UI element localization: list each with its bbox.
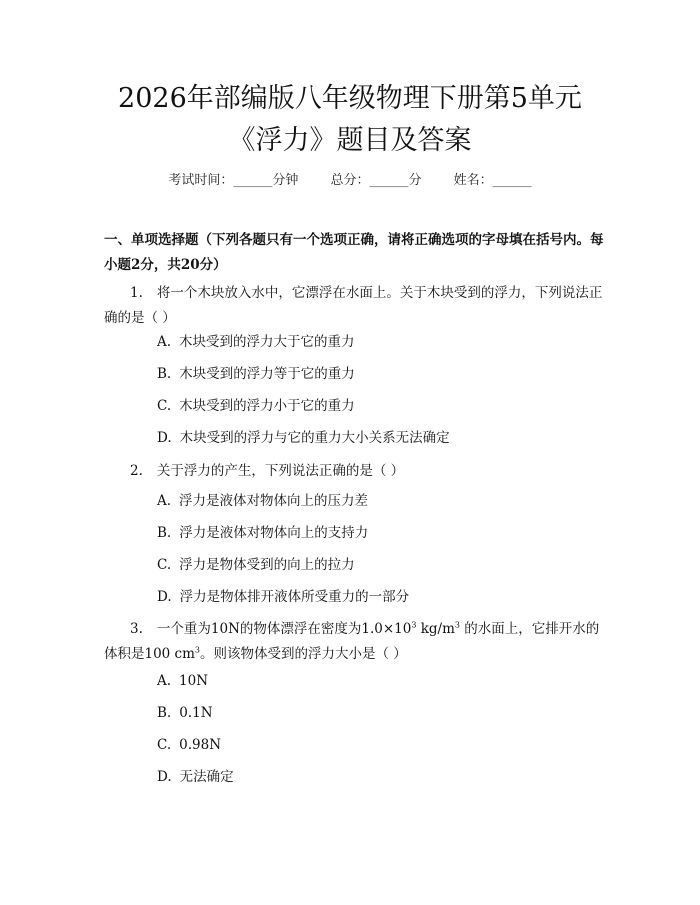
option-text: 浮力是液体对物体向上的支持力 <box>179 525 369 541</box>
document-title: 2026年部编版八年级物理下册第5单元《浮力》题目及答案 <box>118 83 582 156</box>
option-text: 浮力是物体受到的向上的拉力 <box>179 557 355 573</box>
option-2d <box>157 587 597 607</box>
option-letter: A. <box>157 334 172 350</box>
question-2 <box>104 459 604 484</box>
student-name: 姓名：______ <box>453 173 532 188</box>
option-3b <box>157 703 597 723</box>
question-1 <box>104 281 604 331</box>
option-text: 木块受到的浮力小于它的重力 <box>179 398 355 414</box>
superscript: 3 <box>411 620 417 630</box>
question-stem: 关于浮力的产生，下列说法正确的是（ ） <box>156 463 405 479</box>
option-text: 木块受到的浮力等于它的重力 <box>179 366 355 382</box>
option-letter: C. <box>157 398 172 414</box>
option-letter: C. <box>157 557 172 573</box>
option-text: 浮力是液体对物体向上的压力差 <box>179 493 369 509</box>
option-letter: B. <box>157 525 172 541</box>
option-letter: A. <box>157 673 172 689</box>
superscript: 3 <box>194 645 201 655</box>
option-letter: D. <box>157 430 172 446</box>
option-text: 木块受到的浮力与它的重力大小关系无法确定 <box>179 430 450 446</box>
question-stem: 将一个木块放入水中，它漂浮在水面上。关于木块受到的浮力，下列说法正确的是（ ） <box>104 285 603 326</box>
option-text: 0.98N <box>179 737 222 753</box>
question-3 <box>104 617 604 667</box>
option-3c <box>157 735 597 755</box>
question-number: 3. <box>130 621 143 637</box>
superscript: 3 <box>454 620 460 630</box>
question-stem-part3: 的水面上，它排开水的体积是100 cm <box>104 621 600 662</box>
option-letter: C. <box>157 737 172 753</box>
exam-meta <box>0 169 700 188</box>
question-number: 1. <box>130 285 143 301</box>
option-2a <box>157 491 597 511</box>
option-text: 木块受到的浮力大于它的重力 <box>179 334 355 350</box>
exam-time: 考试时间：______分钟 <box>168 173 299 188</box>
option-text: 浮力是物体排开液体所受重力的一部分 <box>179 589 410 605</box>
option-letter: B. <box>157 366 172 382</box>
option-3a <box>157 671 597 691</box>
section-heading: 一、单项选择题（下列各题只有一个选项正确，请将正确选项的字母填在括号内。每小题2分，共20分） <box>104 232 604 273</box>
option-letter: D. <box>157 589 172 605</box>
question-stem-part4: 。则该物体受到的浮力大小是（ ） <box>200 646 407 662</box>
total-score: 总分：______分 <box>330 173 422 188</box>
question-stem-part2: kg/m <box>416 621 455 637</box>
option-1d <box>157 428 597 448</box>
option-letter: B. <box>157 705 172 721</box>
option-1c <box>157 396 597 416</box>
option-text: 0.1N <box>179 705 213 721</box>
option-text: 无法确定 <box>179 769 234 785</box>
option-3d <box>157 767 597 787</box>
option-1a <box>157 332 597 352</box>
option-letter: A. <box>157 493 172 509</box>
option-letter: D. <box>157 769 172 785</box>
option-2c <box>157 555 597 575</box>
question-stem-part1: 一个重为10N的物体漂浮在密度为1.0×10 <box>156 621 412 637</box>
option-text: 10N <box>179 673 209 689</box>
question-number: 2. <box>130 463 143 479</box>
option-2b <box>157 523 597 543</box>
option-1b <box>157 364 597 384</box>
